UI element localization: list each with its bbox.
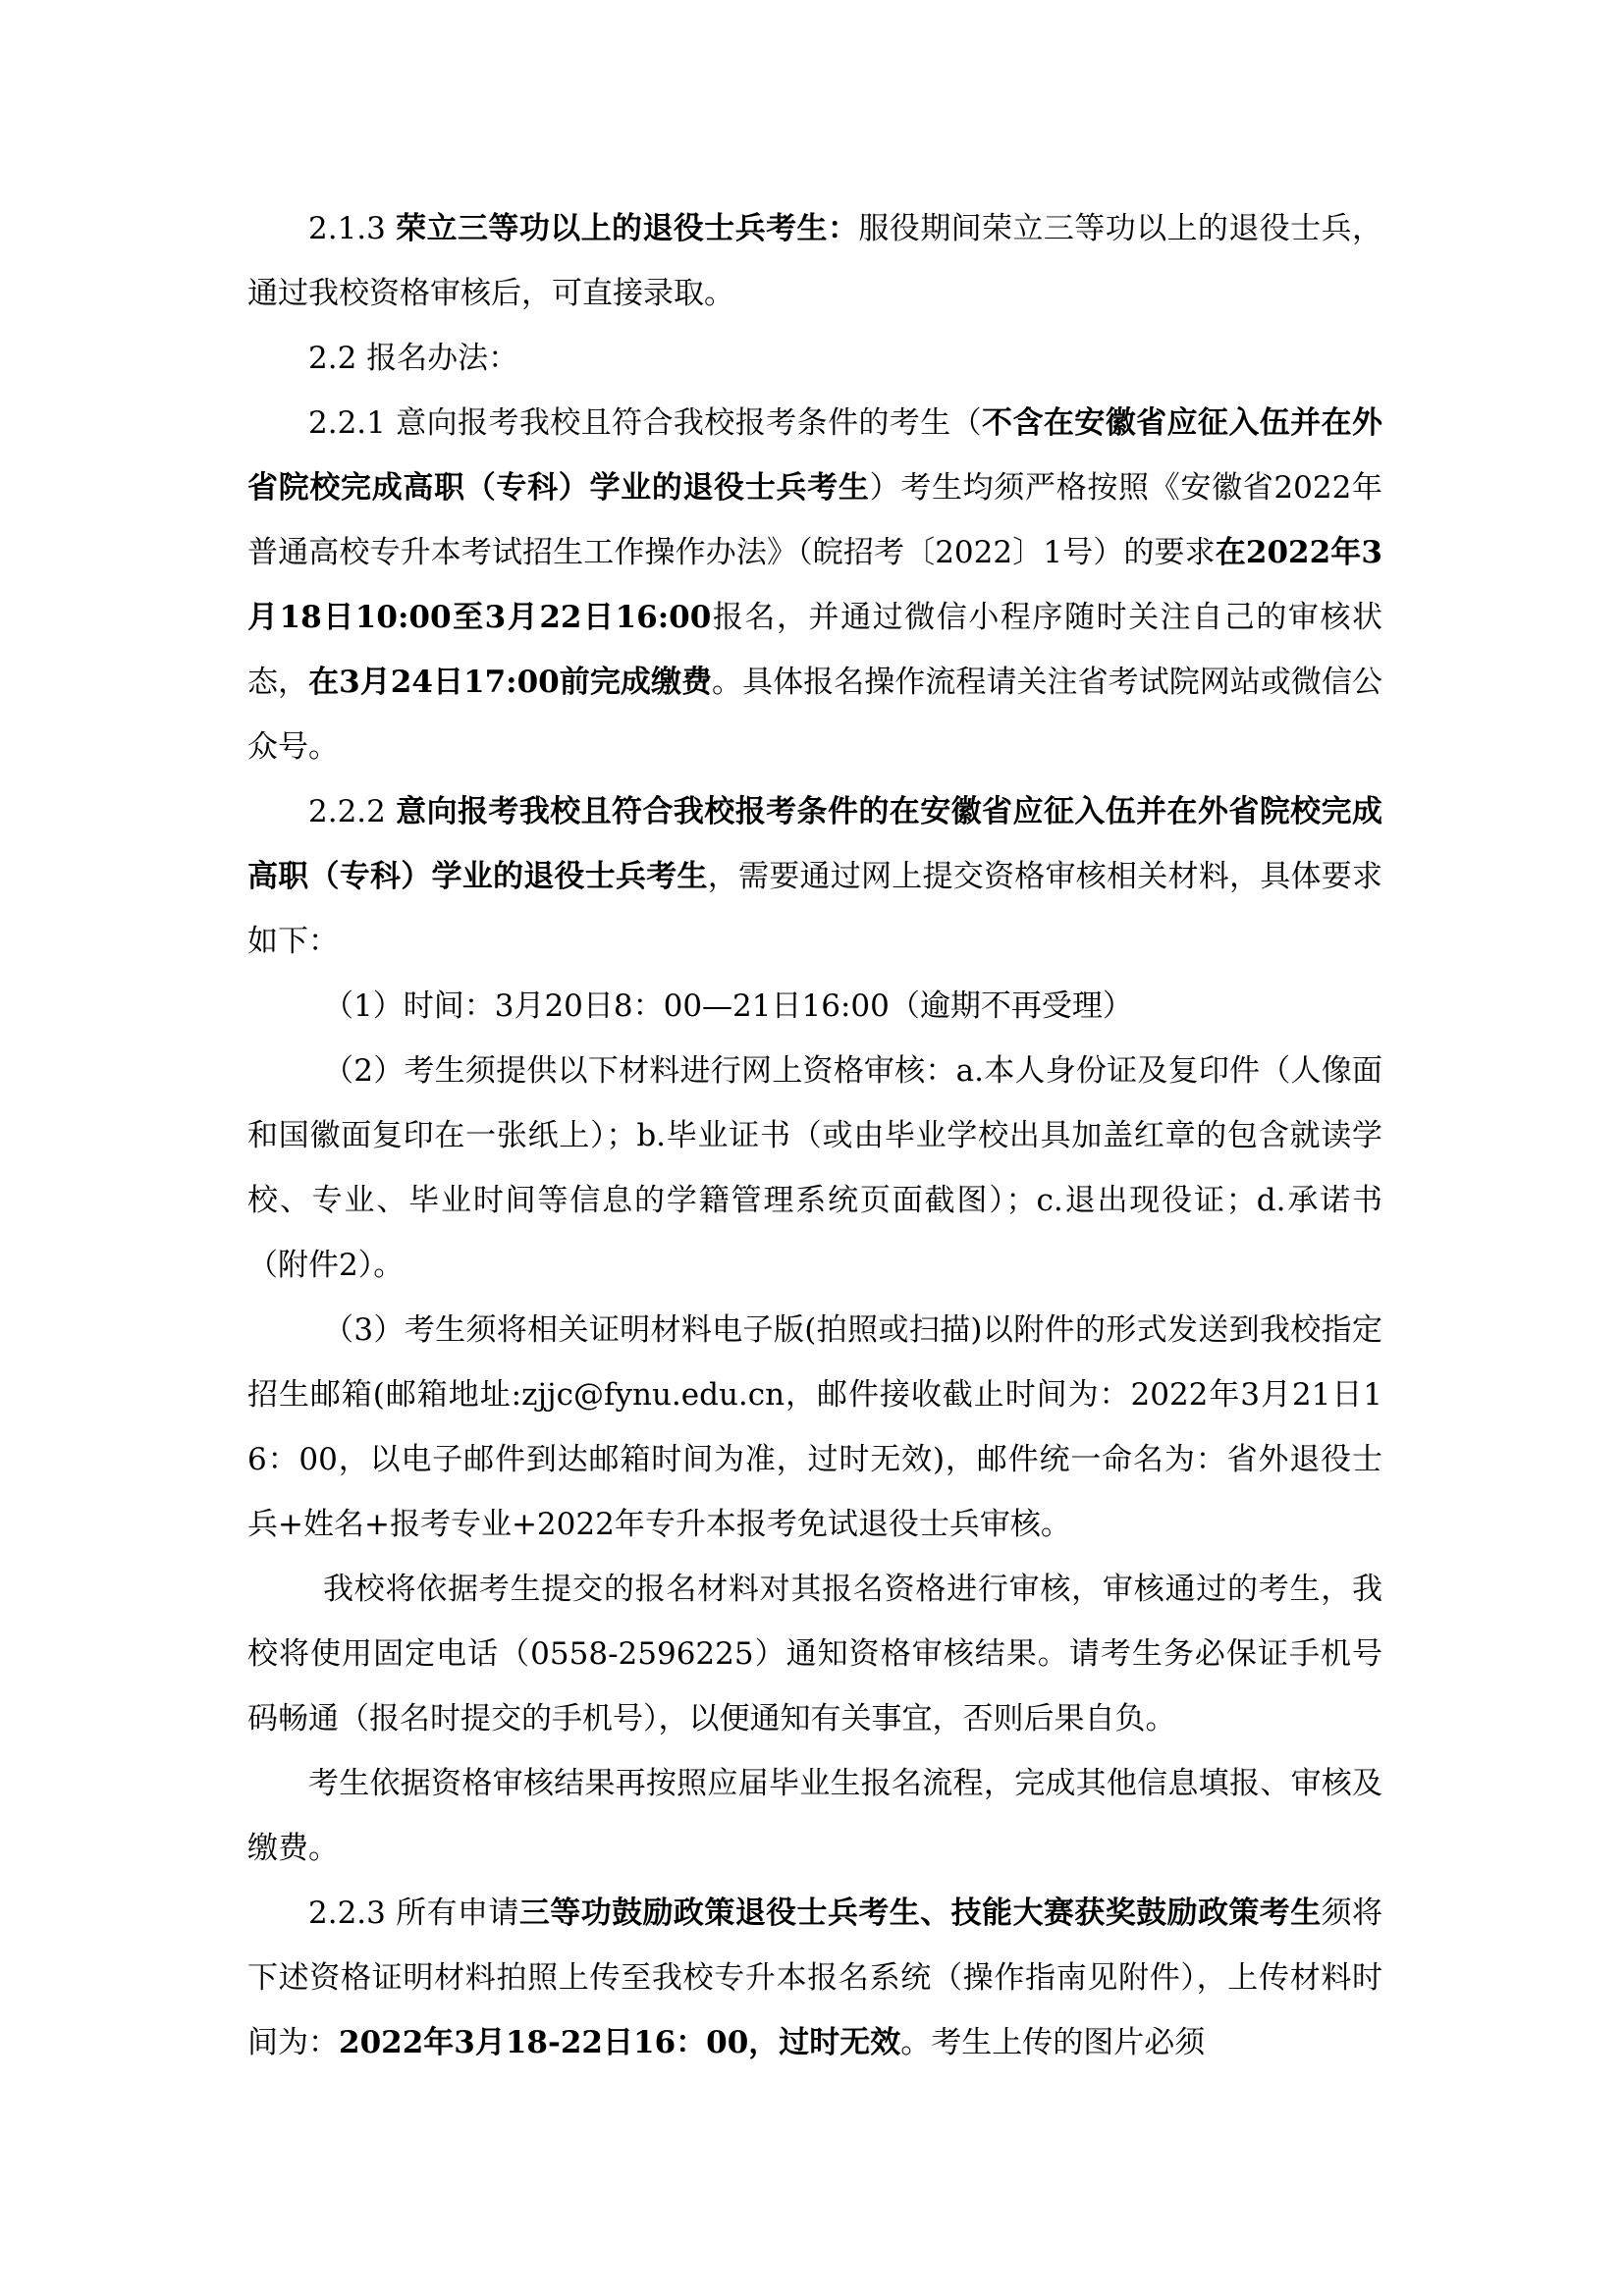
section-number: 2.1.3 (308, 211, 397, 246)
section-2-2-3 (247, 1881, 1382, 2075)
paragraph-text: 我校将依据考生提交的报名材料对其报名资格进行审核，审核通过的考生，我校将使用固定电话（0558-2596225）通知资格审核结果。请考生务必保证手机号码畅通（报名时提交的手机号），以便通知有关事宜，否则后果自负。 (247, 1572, 1382, 1736)
paragraph-text: （3）考生须将相关证明材料电子版(拍照或扫描)以附件的形式发送到我校指定招生邮箱(邮箱地址:zjjc@fynu.edu.cn，邮件接收截止时间为：2022年3月21日16：00，以电子邮件到达邮箱时间为准，过时无效)，邮件统一命名为：省外退役士兵+姓名+报考专业+2022年专升本报考免试退役士兵审核。 (247, 1312, 1382, 1542)
paragraph-text: 2.2 报名办法： (308, 341, 519, 376)
paragraph-text: 服役期间荣立三等功以上的退役士兵，通过我校资格审核后，可直接录取。 (247, 211, 1383, 311)
paragraph-text: 须将下述资格证明材料拍照上传至我校专升本报名系统（操作指南见附件），上传材料时间为： (247, 1896, 1383, 2060)
bold-heading: 荣立三等功以上的退役士兵考生： (396, 211, 859, 246)
paragraph-text: （2）考生须提供以下材料进行网上资格审核：a.本人身份证及复印件（人像面和国徽面复印在一张纸上）；b.毕业证书（或由毕业学校出具加盖红章的包含就读学校、专业、毕业时间等信息的学籍管理系统页面截图）；c.退出现役证；d.承诺书（附件2）。 (247, 1053, 1382, 1283)
section-2-2-heading (247, 326, 1382, 391)
paragraph-text: （1）时间：3月20日8：00—21日16:00（逾期不再受理） (323, 988, 1133, 1024)
paragraph-text: 考生依据资格审核结果再按照应届毕业生报名流程，完成其他信息填报、审核及缴费。 (247, 1766, 1382, 1866)
paragraph-text: 。考生上传的图片必须 (900, 2025, 1206, 2060)
paragraph-text: 所有申请 (396, 1896, 519, 1931)
bold-heading: 意向报考我校且符合我校报考条件的在安徽省应征入伍并在外省院校完成高职（专科）学业的退役士兵考生 (247, 794, 1383, 894)
paragraph-text: ）考生均须严格按照《安徽省2022年普通高校专升本考试招生工作操作办法》（皖招考〔2022〕1号）的要求 (247, 470, 1382, 570)
bold-text: 在2022年3月18日10:00至3月22日16:00 (247, 535, 1382, 635)
follow-up-notice (247, 1751, 1382, 1881)
bold-text: 不含在安徽省应征入伍并在外省院校完成高职（专科）学业的退役士兵考生 (247, 405, 1383, 506)
bold-text: 在3月24日17:00前完成缴费 (308, 665, 713, 700)
paragraph-text: ，需要通过网上提交资格审核相关材料，具体要求如下： (247, 859, 1382, 959)
section-number: 2.2.1 (308, 405, 397, 441)
item-2-materials (247, 1039, 1382, 1298)
section-number: 2.2.2 (308, 794, 397, 829)
section-2-2-1 (247, 391, 1382, 779)
section-2-1-3 (247, 196, 1382, 326)
paragraph-text: 。具体报名操作流程请关注省考试院网站或微信公众号。 (247, 665, 1382, 765)
section-2-2-2 (247, 779, 1382, 974)
bold-text: 三等功鼓励政策退役士兵考生、技能大赛获奖鼓励政策考生 (518, 1896, 1322, 1931)
review-notice (247, 1557, 1382, 1751)
section-number: 2.2.3 (308, 1896, 397, 1931)
item-3-email (247, 1298, 1382, 1557)
item-1-time (247, 974, 1382, 1039)
paragraph-text: 意向报考我校且符合我校报考条件的考生（ (396, 405, 983, 441)
paragraph-text: 报名，并通过微信小程序随时关注自己的审核状态， (247, 600, 1383, 700)
bold-text: 2022年3月18-22日16：00，过时无效 (339, 2025, 901, 2060)
